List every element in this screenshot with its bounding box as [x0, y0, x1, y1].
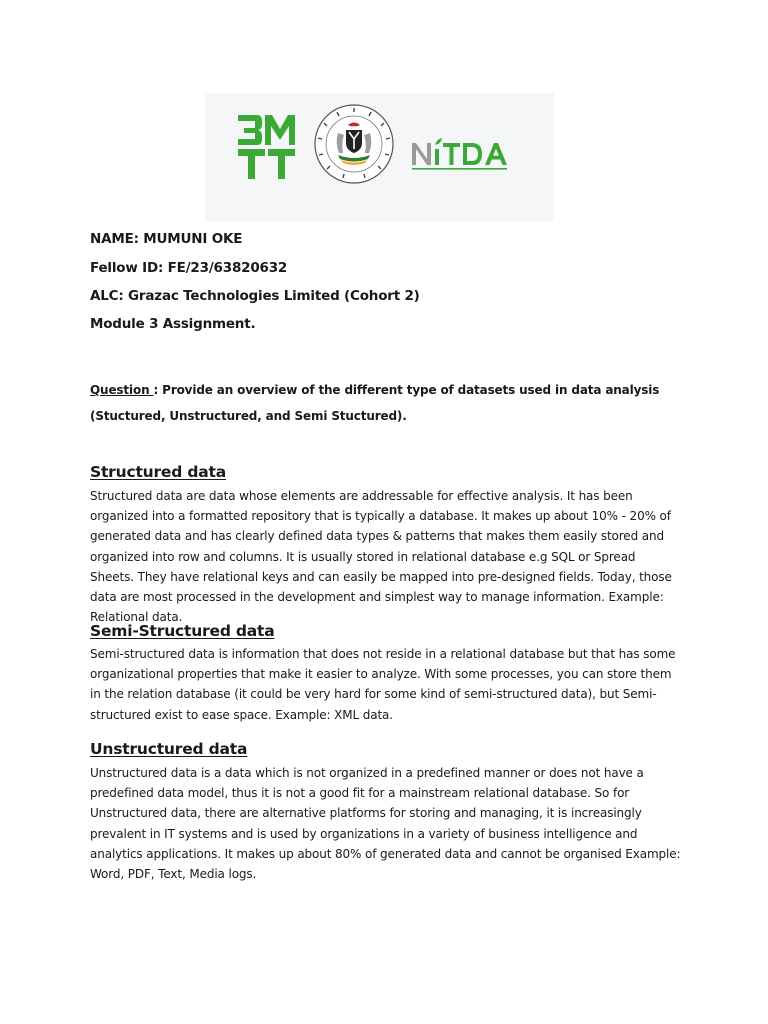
section-body-semi-structured: Semi-structured data is information that does not reside in a relational database but that has some organizational properties that make it easier to analyze. With some processes, you can store them in the relation database (it could be very hard for some kind of semi-structured data), but Semi-structured exist to ease space. Example: XML data.	[90, 647, 676, 722]
section-body-unstructured: Unstructured data is a data which is not organized in a predefined manner or does not have a predefined data model, thus it is not a good fit for a mainstream relational database. So for Unstructured data, there are alternative platforms for storing and managing, it is increasingly prevalent in IT systems and is used by organizations in a variety of business intelligence and analytics applications. It makes up about 80% of generated data and cannot be organised Example: Word, PDF, Text, Media logs.	[90, 766, 681, 882]
question-paragraph	[90, 377, 660, 429]
alc-line: ALC: Grazac Technologies Limited (Cohort 2)	[90, 288, 420, 304]
coat-of-arms-seal-icon	[313, 103, 395, 185]
section-heading-unstructured: Unstructured data	[90, 740, 248, 758]
question-label: Question	[90, 383, 154, 397]
question-text: : Provide an overview of the different type of datasets used in data analysis (Stuctured, Unstructured, and Semi Stuctured).	[90, 383, 660, 423]
section-heading-structured: Structured data	[90, 463, 226, 481]
3mtt-logo	[235, 111, 299, 181]
nitda-logo	[410, 133, 522, 173]
section-heading-semi-structured: Semi-Structured data	[90, 622, 275, 640]
student-name: NAME: MUMUNI OKE	[90, 231, 243, 247]
logo-banner	[205, 93, 554, 222]
section-body-structured: Structured data are data whose elements are addressable for effective analysis. It has been organized into a formatted repository that is typically a database. It makes up about 10% - 20% of generated data and has clearly defined data types & patterns that makes them easily stored and organized into row and columns. It is usually stored in relational database e.g SQL or Spread Sheets. They have relational keys and can easily be mapped into pre-designed fields. Today, those data are most processed in the development and simplest way to manage information. Example: Relational data.	[90, 489, 672, 625]
module-line: Module 3 Assignment.	[90, 316, 256, 332]
fellow-id: Fellow ID: FE/23/63820632	[90, 260, 288, 276]
